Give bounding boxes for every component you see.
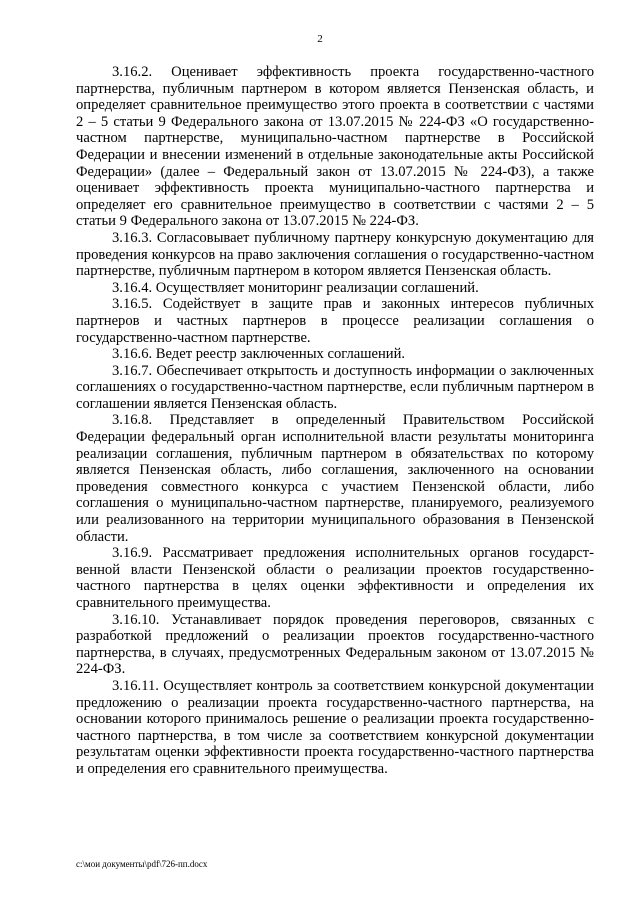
paragraph-3-16-7: 3.16.7. Обеспечивает открытость и доступность информации о заключенных соглашениях о государственно-частном партнерстве, если публичным партнером в соглашении является Пензенская область. — [76, 362, 594, 412]
paragraph-3-16-5: 3.16.5. Содействует в защите прав и законных интересов публичных партнеров и частных партнеров в процессе реализации соглашения о государственно-частном партнерстве. — [76, 296, 594, 346]
paragraph-3-16-8: 3.16.8. Представляет в определенный Правительством Российской Федерации федеральный орган исполнительной власти результаты мониторинга реализации соглашения, публичным партнером в обязательствах по которому является Пензенская область, либо соглашения, заключенного на основании проведения совместного конкурса с участием Пензенской области, либо соглашения о муниципально-частном партнерстве, планируемого, реализуемого или реализованного на территории муниципального образования в Пензенской области. — [76, 412, 594, 545]
paragraph-3-16-6: 3.16.6. Ведет реестр заключенных соглашений. — [112, 346, 406, 363]
page-number: 2 — [317, 33, 323, 45]
paragraph-3-16-10: 3.16.10. Устанавливает порядок проведения переговоров, связанных с разработкой предложений о реализации проектов государственно-частного партнерства, в случаях, предусмотренных Федеральным законом от 13.07.2015 № 224-ФЗ. — [76, 611, 594, 678]
paragraph-3-16-4: 3.16.4. Осуществляет мониторинг реализации соглашений. — [112, 279, 479, 296]
paragraph-3-16-9: 3.16.9. Рассматривает предложения исполнительных органов государственной власти Пензенской области о реализации проектов государственно-частного партнерства в целях оценки эффективности и определения их сравнительного преимущества. — [76, 545, 594, 611]
paragraph-3-16-3: 3.16.3. Согласовывает публичному партнеру конкурсную документацию для проведения конкурсов на право заключения соглашения о государственно-частном партнерстве, публичным партнером в котором является Пензенская область. — [76, 229, 594, 280]
document-body — [76, 64, 594, 778]
footer-file-path: c:\мои документы\pdf\726-пп.docx — [76, 859, 208, 869]
paragraph-3-16-11: 3.16.11. Осуществляет контроль за соответствием конкурсной документации предложению о реализации проекта государственно-частного партнерства, на основании которого принималось решение о реализации проекта государственно-частного партнерства, в том числе за соответствием конкурсной документации результатам оценки эффективности проекта государственно-частного партнерства и определения его сравнительного преимущества. — [76, 677, 594, 777]
paragraph-3-16-2: 3.16.2. Оценивает эффективность проекта государственно-частного партнерства, публичным партнером в котором является Пензенская область, и определяет сравнительное преимущество этого проекта в соответствии с частями 2 – 5 статьи 9 Федерального закона от 13.07.2015 № 224-ФЗ «О государственно-частном партнерстве, муниципально-частном партнерстве в Российской Федерации и внесении изменений в отдельные законодательные акты Российской Федерации» (далее – Федеральный закон от 13.07.2015 № 224-ФЗ), а также оценивает эффективность проекта муниципально-частного партнерства и определяет его сравнительное преимущество в соответствии с частями 2 – 5 статьи 9 Федерального закона от 13.07.2015 № 224-ФЗ. — [76, 64, 594, 230]
